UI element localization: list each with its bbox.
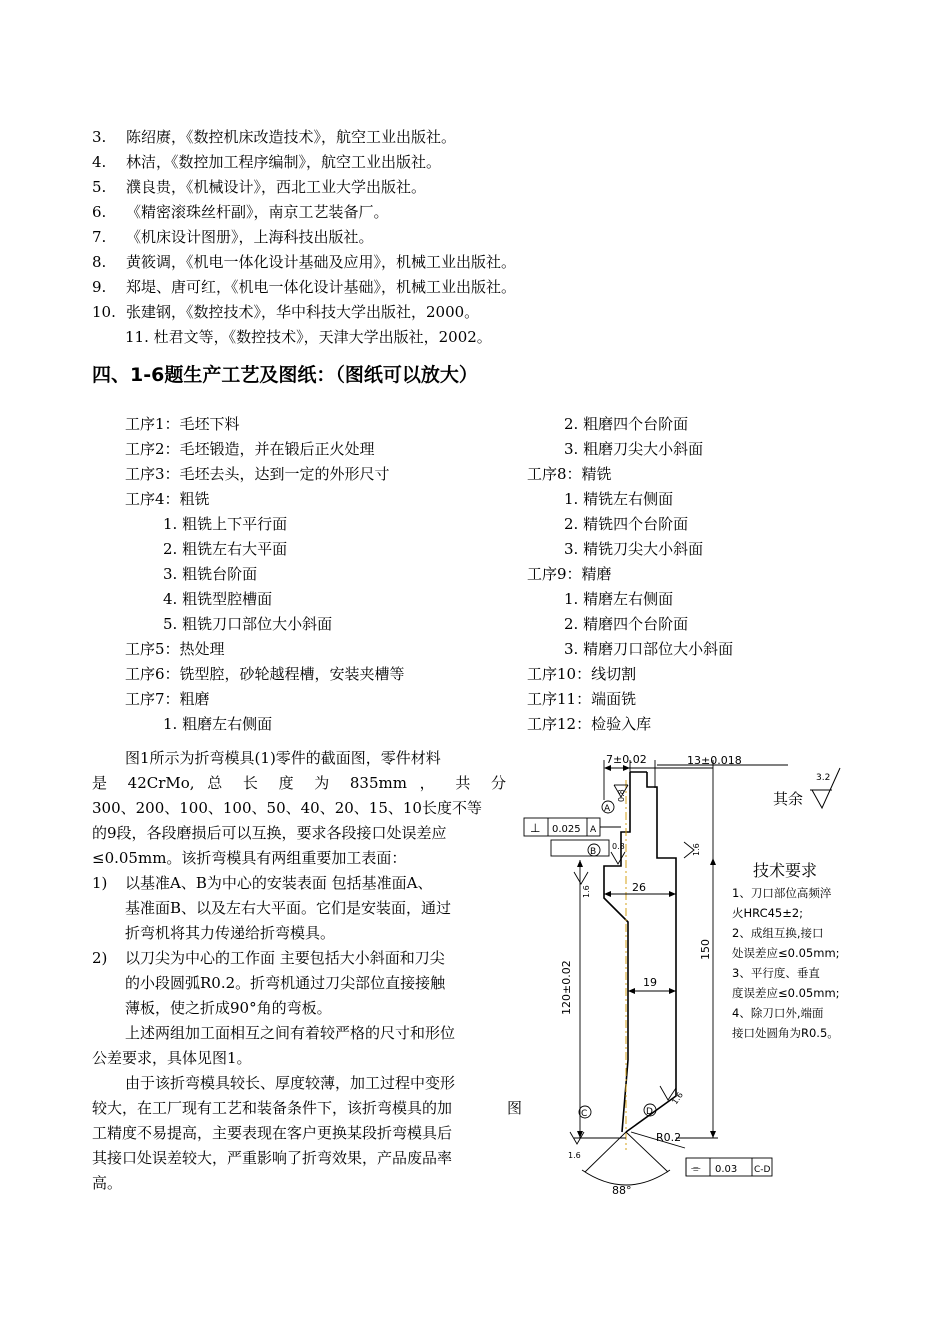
dim-top-right: 13±0.018 — [687, 754, 742, 767]
reference-item — [92, 252, 516, 272]
reference-number: 8. — [92, 253, 107, 271]
paragraph-line: ≤0.05mm。该折弯模具有两组重要加工表面： — [92, 849, 407, 867]
process-step: 工序8：精铣 — [527, 465, 612, 483]
rough-16a: 1.6 — [692, 843, 701, 856]
process-step: 工序1：毛坯下料 — [125, 415, 240, 433]
reference-text: 《精密滚珠丝杆副》，南京工艺装备厂。 — [126, 203, 389, 221]
rough-16b: 1.6 — [582, 885, 591, 898]
tech-line: 度误差应≤0.05mm; — [732, 986, 840, 1000]
dim-26: 26 — [632, 881, 646, 894]
fcf1-value: 0.025 — [552, 824, 581, 835]
process-substep: 1. 精铣左右侧面 — [564, 490, 674, 508]
process-substep: 2. 粗磨四个台阶面 — [564, 415, 689, 433]
process-substep: 1. 粗铣上下平行面 — [163, 515, 288, 533]
paragraph-line: 折弯机将其力传递给折弯模具。 — [125, 924, 336, 942]
paragraph-line: 以基准A、B为中心的安装表面 包括基准面A、 — [125, 874, 433, 892]
process-step: 工序6：铣型腔，砂轮越程槽，安装夹槽等 — [125, 665, 405, 683]
tech-line: 处误差应≤0.05mm; — [732, 946, 840, 960]
rough-08a: 0.8 — [617, 789, 626, 802]
fcf1-symbol: ⊥ — [530, 821, 541, 835]
datum-c-label: C — [581, 1109, 588, 1119]
reference-text: 张建钢，《数控技术》，华中科技大学出版社，2000。 — [126, 303, 480, 321]
process-substep: 2. 精铣四个台阶面 — [564, 515, 689, 533]
reference-item — [92, 277, 516, 297]
list-number: 1) — [92, 874, 108, 892]
rest-label: 其余 — [773, 790, 804, 808]
paragraph-line: 其接口处误差较大，严重影响了折弯效果，产品废品率 — [92, 1149, 453, 1167]
reference-number: 6. — [92, 203, 107, 221]
dim-120: 120±0.02 — [560, 960, 573, 1015]
paragraph-line: 的9段，各段磨损后可以互换，要求各段接口处误差应 — [92, 824, 447, 842]
reference-number: 3. — [92, 128, 107, 146]
reference-number: 7. — [92, 228, 107, 246]
figure-caption: 图 — [507, 1099, 523, 1117]
process-substep: 3. 精磨刀口部位大小斜面 — [564, 640, 734, 658]
reference-text: 林洁，《数控加工程序编制》，航空工业出版社。 — [126, 153, 442, 171]
tech-line: 4、除刀口外,端面 — [732, 1006, 824, 1020]
fcf1-datum: A — [590, 825, 597, 835]
reference-item — [92, 152, 441, 172]
process-step: 工序4：粗铣 — [125, 490, 210, 508]
reference-item — [92, 127, 456, 147]
paragraph-line: 较大，在工厂现有工艺和装备条件下，该折弯模具的加 — [92, 1099, 453, 1117]
process-substep: 1. 粗磨左右侧面 — [163, 715, 273, 733]
process-step: 工序9：精磨 — [527, 565, 612, 583]
paragraph-line: 高。 — [92, 1174, 123, 1192]
rough-08b: 0.8 — [612, 842, 625, 851]
fcf3-datum: C-D — [754, 1165, 771, 1175]
reference-number: 10. — [92, 303, 116, 321]
reference-item — [92, 177, 426, 197]
fcf3-symbol: ⌯ — [691, 1161, 701, 1175]
paragraph-line: 图1所示为折弯模具(1)零件的截面图，零件材料 — [125, 749, 441, 767]
part-outline — [604, 772, 676, 1132]
dim-19: 19 — [643, 976, 657, 989]
rough-16d: 1.6 — [670, 1090, 685, 1107]
process-substep: 1. 精磨左右侧面 — [564, 590, 674, 608]
process-step: 工序7：粗磨 — [125, 690, 210, 708]
process-substep: 4. 粗铣型腔槽面 — [163, 590, 273, 608]
reference-text: 陈绍赓，《数控机床改造技术》，航空工业出版社。 — [126, 128, 457, 146]
paragraph-line: 是 42CrMo, 总 长 度 为 835mm ， 共 分 — [92, 774, 506, 792]
reference-text: 濮良贵，《机械设计》，西北工业大学出版社。 — [126, 178, 427, 196]
reference-item — [92, 202, 389, 222]
reference-number: 4. — [92, 153, 107, 171]
datum-d-label: D — [646, 1107, 653, 1117]
tech-title: 技术要求 — [753, 861, 818, 880]
process-step: 工序3：毛坯去头，达到一定的外形尺寸 — [125, 465, 390, 483]
datum-b-label: B — [590, 847, 597, 857]
section-heading: 四、1-6题生产工艺及图纸：（图纸可以放大） — [92, 364, 478, 386]
paragraph-line: 上述两组加工面相互之间有着较严格的尺寸和形位 — [125, 1024, 456, 1042]
process-substep: 2. 粗铣左右大平面 — [163, 540, 288, 558]
tech-line: 3、平行度、垂直 — [732, 966, 820, 980]
process-step: 工序2：毛坯锻造，并在锻后正火处理 — [125, 440, 375, 458]
process-step: 工序12：检验入库 — [527, 715, 652, 733]
paragraph-line: 由于该折弯模具较长、厚度较薄，加工过程中变形 — [125, 1074, 456, 1092]
paragraph-line: 的小段圆弧R0.2。折弯机通过刀尖部位直接接触 — [125, 974, 446, 992]
tech-line: 接口处圆角为R0.5。 — [732, 1026, 839, 1040]
engineering-drawing — [530, 748, 870, 1198]
reference-item — [92, 302, 479, 322]
fcf3-value: 0.03 — [715, 1164, 738, 1175]
reference-number: 5. — [92, 178, 107, 196]
reference-item: 11. 杜君文等，《数控技术》，天津大学出版社，2002。 — [125, 328, 492, 346]
dim-top-left: 7±0.02 — [606, 753, 647, 766]
paragraph-line: 300、200、100、100、50、40、20、15、10长度不等 — [92, 799, 482, 817]
tech-line: 2、成组互换,接口 — [732, 926, 824, 940]
reference-text: 黄筱调，《机电一体化设计基础及应用》，机械工业出版社。 — [126, 253, 517, 271]
process-substep: 3. 精铣刀尖大小斜面 — [564, 540, 704, 558]
tech-line: 1、刀口部位高频淬 — [732, 886, 832, 900]
process-substep: 3. 粗铣台阶面 — [163, 565, 258, 583]
tech-line: 火HRC45±2; — [732, 906, 804, 920]
list-number: 2) — [92, 949, 108, 967]
dim-150: 150 — [699, 939, 712, 960]
reference-text: 郑堤、唐可红，《机电一体化设计基础》，机械工业出版社。 — [126, 278, 517, 296]
process-step: 工序10：线切割 — [527, 665, 637, 683]
paragraph-line: 公差要求，具体见图1。 — [92, 1049, 252, 1067]
process-substep: 2. 精磨四个台阶面 — [564, 615, 689, 633]
process-substep: 5. 粗铣刀口部位大小斜面 — [163, 615, 333, 633]
reference-number: 9. — [92, 278, 107, 296]
reference-item — [92, 227, 374, 247]
paragraph-line: 基准面B、以及左右大平面。它们是安装面，通过 — [125, 899, 452, 917]
reference-text: 《机床设计图册》，上海科技出版社。 — [126, 228, 374, 246]
process-step: 工序11：端面铣 — [527, 690, 637, 708]
paragraph-line: 薄板，使之折成90°角的弯板。 — [125, 999, 332, 1017]
dim-r02: R0.2 — [656, 1131, 682, 1144]
process-substep: 3. 粗磨刀尖大小斜面 — [564, 440, 704, 458]
process-step: 工序5：热处理 — [125, 640, 225, 658]
rest-roughness: 3.2 — [816, 773, 831, 783]
paragraph-line: 以刀尖为中心的工作面 主要包括大小斜面和刀尖 — [125, 949, 445, 967]
paragraph-line: 工精度不易提高，主要表现在客户更换某段折弯模具后 — [92, 1124, 453, 1142]
datum-a-label: A — [604, 804, 611, 814]
dim-88: 88° — [612, 1184, 632, 1197]
rough-16c: 1.6 — [568, 1151, 581, 1160]
arrowheads — [577, 765, 716, 1138]
